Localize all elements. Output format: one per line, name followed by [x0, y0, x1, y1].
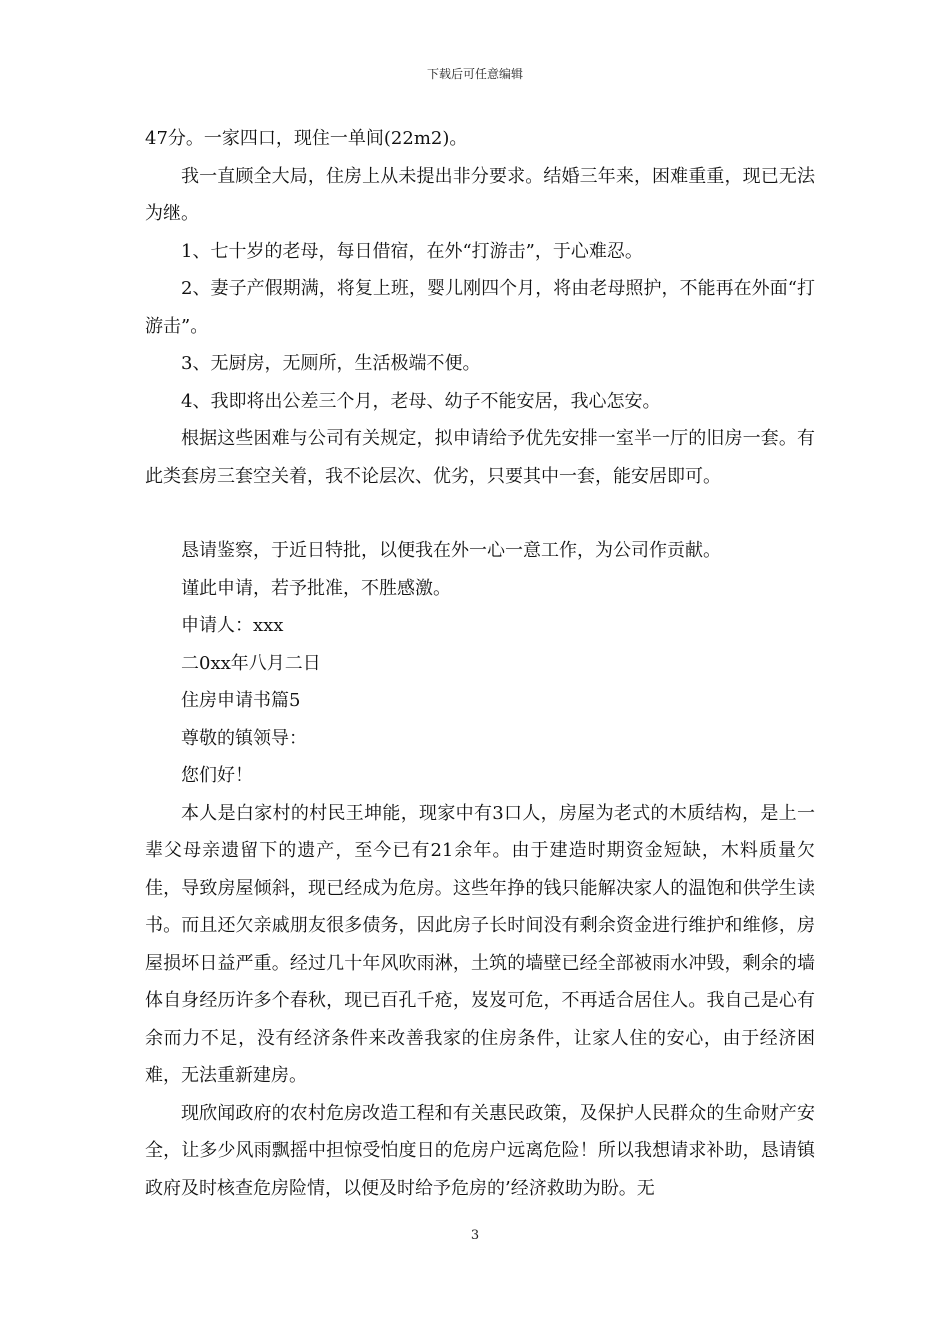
closing-line: 谨此申请，若予批准，不胜感激。 [181, 577, 451, 599]
paragraph-background: 本人是白家村的村民王坤能，现家中有3口人，房屋为老式的木质结构，是上一辈父母亲遗留下的遗产，至今已有21余年。由于建造时期资金短缺，木料质量欠佳，导致房屋倾斜，现已经成为危房。这些年挣的钱只能解决家人的温饱和供学生读书。而且还欠亲戚朋友很多债务，因此房子长时间没有剩余资金进行维护和维修，房屋损坏日益严重。经过几十年风吹雨淋，土筑的墙壁已经全部被雨水冲毁，剩余的墙体自身经历许多个春秋，现已百孔千疮，岌岌可危，不再适合居住人。我自己是心有余而力不足，没有经济条件来改善我家的住房条件，让家人住的安心，由于经济困难，无法重新建房。 [145, 802, 815, 1086]
date-line: 二0xx年八月二日 [181, 652, 321, 674]
paragraph-request: 根据这些困难与公司有关规定，拟申请给予优先安排一室半一厅的旧房一套。有此类套房三套空关着，我不论层次、优劣，只要其中一套，能安居即可。 [145, 428, 815, 487]
page-header: 下载后可任意编辑 [426, 67, 523, 81]
greeting: 您们好！ [181, 765, 253, 786]
list-item-4: 4、我即将出公差三个月，老母、幼子不能安居，我心怎安。 [181, 390, 661, 412]
salutation: 尊敬的镇领导： [181, 727, 307, 749]
list-item-1: 1、七十岁的老母，每日借宿，在外“打游击”，于心难忍。 [181, 240, 643, 262]
paragraph-continuation: 47分。一家四口，现住一单间(22m2)。 [145, 128, 468, 149]
section-title: 住房申请书篇5 [181, 690, 301, 711]
applicant-line: 申请人：xxx [181, 615, 284, 636]
paragraph-appeal: 现欣闻政府的农村危房改造工程和有关惠民政策，及保护人民群众的生命财产安全，让多少风雨飘摇中担惊受怕度日的危房户远离危险！所以我想请求补助，恳请镇政府及时核查危房险情，以便及时给予危房的’经济救助为盼。无 [145, 1102, 815, 1199]
list-item-3: 3、无厨房，无厕所，生活极端不便。 [181, 353, 481, 374]
page-number: 3 [470, 1228, 480, 1243]
list-item-2: 2、妻子产假期满，将复上班，婴儿刚四个月，将由老母照护，不能再在外面“打游击”。 [145, 278, 815, 337]
document-body [145, 120, 815, 1207]
paragraph-plea: 恳请鉴察，于近日特批，以便我在外一心一意工作，为公司作贡献。 [181, 540, 721, 561]
paragraph-situation: 我一直顾全大局，住房上从未提出非分要求。结婚三年来，困难重重，现已无法为继。 [145, 165, 815, 224]
